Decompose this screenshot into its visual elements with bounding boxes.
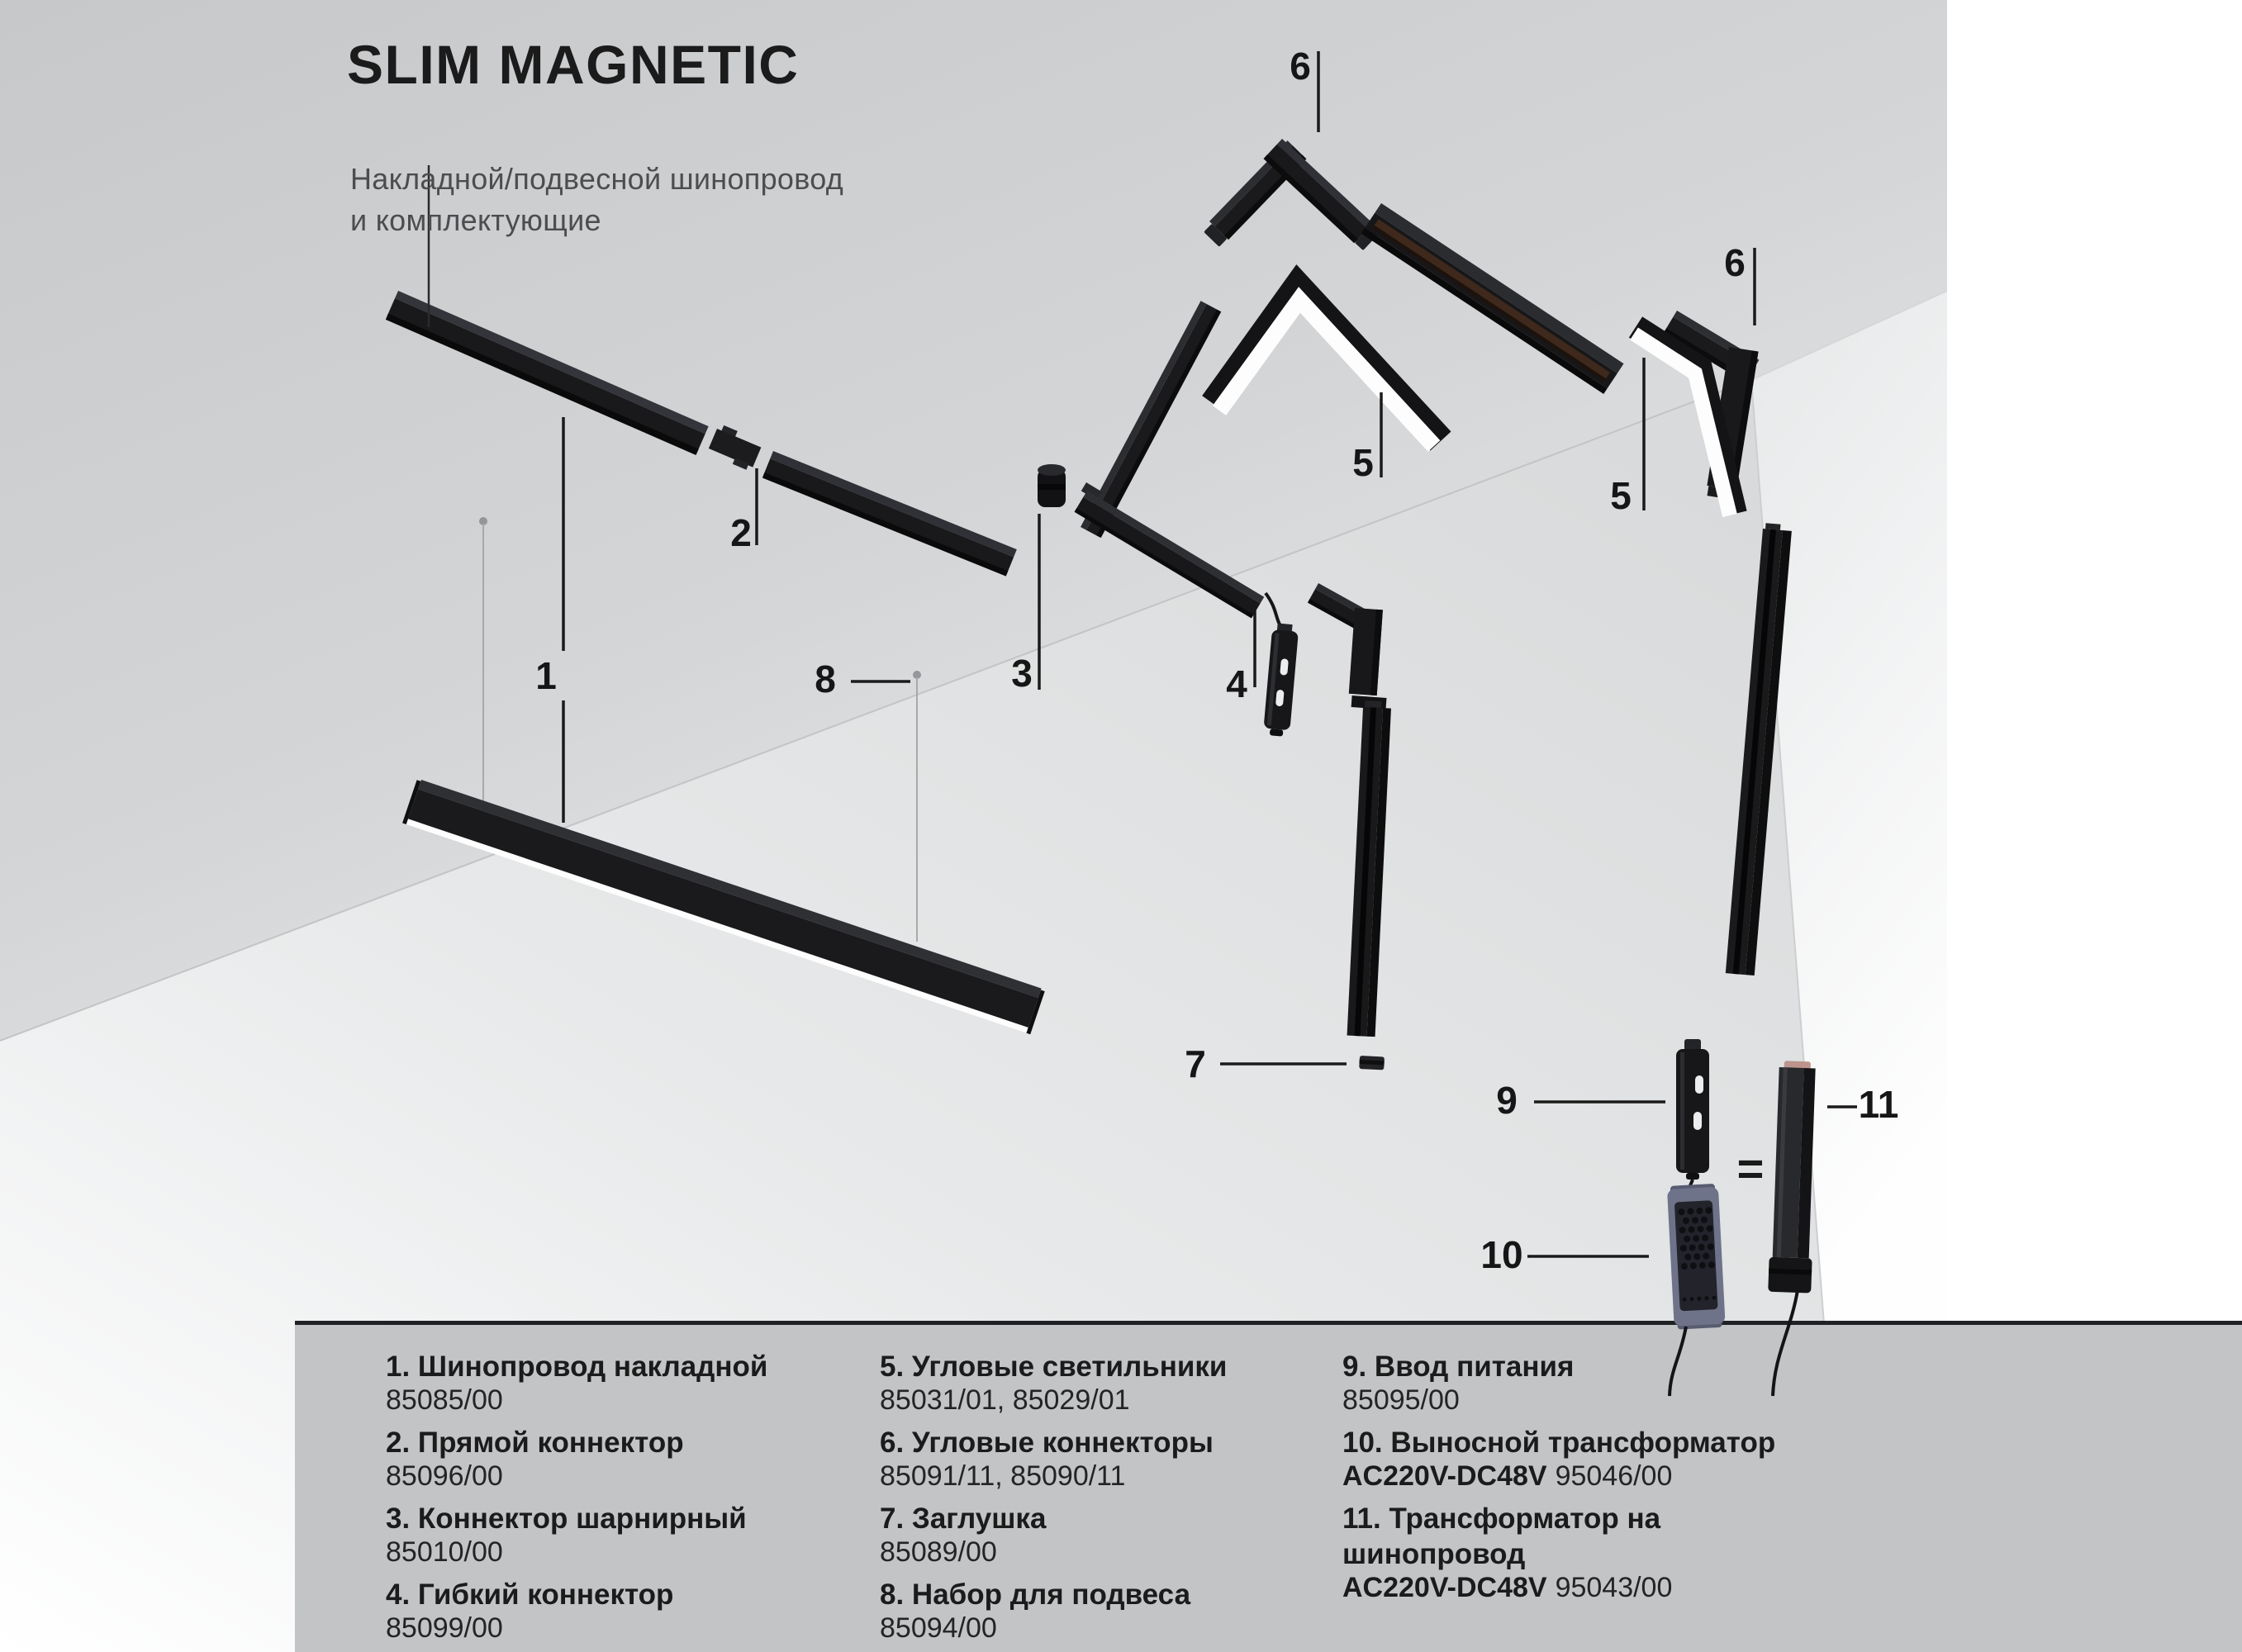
legend-item-code: 85089/00 <box>880 1536 997 1568</box>
legend-item-code <box>1342 1572 1822 1604</box>
legend-item-code: 85095/00 <box>1342 1384 1460 1416</box>
legend-item-8 <box>880 1577 1359 1645</box>
legend-column-2 <box>880 1349 1359 1652</box>
subtitle-line-2: и комплектующие <box>350 203 601 237</box>
callout-8: 8 <box>815 657 836 700</box>
legend-item-title: 3. Коннектор шарнирный <box>386 1502 747 1535</box>
legend-item-code-number: 95043/00 <box>1555 1572 1673 1603</box>
callout-9: 9 <box>1496 1079 1518 1122</box>
legend-item-title: 11. Трансформатор на шинопровод <box>1342 1502 1661 1570</box>
callout-3: 3 <box>1011 652 1033 695</box>
legend-column-3 <box>1342 1349 1822 1612</box>
legend <box>295 1324 2242 1652</box>
power-input <box>1676 1039 1709 1180</box>
legend-item-code: 85031/01, 85029/01 <box>880 1384 1130 1416</box>
legend-item-code: 85099/00 <box>386 1612 503 1644</box>
page-margin <box>1947 0 2242 1324</box>
legend-item-title: 9. Ввод питания <box>1342 1351 1575 1383</box>
legend-item-code-number: 95046/00 <box>1555 1460 1673 1492</box>
legend-item-code <box>1342 1460 1822 1493</box>
callout-6a: 6 <box>1290 45 1311 88</box>
callout-7: 7 <box>1185 1042 1206 1085</box>
legend-item-9 <box>1342 1349 1822 1417</box>
hinge-connector <box>1038 464 1066 507</box>
legend-item-1 <box>386 1349 865 1417</box>
legend-column-1 <box>386 1349 865 1652</box>
legend-item-code: 85091/11, 85090/11 <box>880 1460 1126 1492</box>
legend-item-title: 10. Выносной трансформатор <box>1342 1427 1776 1459</box>
callout-1: 1 <box>535 654 557 697</box>
legend-item-voltage: AC220V-DC48V <box>1342 1460 1547 1492</box>
legend-item-4 <box>386 1577 865 1645</box>
legend-item-2 <box>386 1425 865 1493</box>
legend-item-11 <box>1342 1501 1822 1604</box>
legend-item-code: 85010/00 <box>386 1536 503 1568</box>
legend-item-10 <box>1342 1425 1822 1493</box>
legend-item-3 <box>386 1501 865 1569</box>
equals-sign: = <box>1736 1142 1765 1194</box>
legend-item-title: 4. Гибкий коннектор <box>386 1578 674 1611</box>
legend-item-title: 2. Прямой коннектор <box>386 1427 684 1459</box>
page-title: SLIM MAGNETIC <box>347 34 800 95</box>
legend-item-7 <box>880 1501 1359 1569</box>
legend-item-5 <box>880 1349 1359 1417</box>
legend-item-voltage: AC220V-DC48V <box>1342 1572 1547 1603</box>
callout-4: 4 <box>1226 662 1247 705</box>
legend-item-title: 8. Набор для подвеса <box>880 1578 1191 1611</box>
legend-item-code: 85094/00 <box>880 1612 997 1644</box>
callout-2: 2 <box>730 511 752 554</box>
callout-6b: 6 <box>1724 241 1746 284</box>
legend-item-title: 7. Заглушка <box>880 1502 1047 1535</box>
legend-item-title: 5. Угловые светильники <box>880 1351 1228 1383</box>
remote-transformer <box>1667 1184 1726 1330</box>
legend-item-6 <box>880 1425 1359 1493</box>
callout-11: 11 <box>1858 1083 1899 1126</box>
callout-5a: 5 <box>1352 441 1374 484</box>
legend-item-code: 85096/00 <box>386 1460 503 1492</box>
legend-item-title: 6. Угловые коннекторы <box>880 1427 1214 1459</box>
endcap <box>1359 1056 1385 1070</box>
subtitle-line-1: Накладной/подвесной шинопровод <box>350 162 844 196</box>
callout-10: 10 <box>1480 1233 1523 1276</box>
page-subtitle <box>350 159 843 241</box>
legend-item-title: 1. Шинопровод накладной <box>386 1351 768 1383</box>
legend-item-code: 85085/00 <box>386 1384 503 1416</box>
callout-5b: 5 <box>1610 474 1632 517</box>
